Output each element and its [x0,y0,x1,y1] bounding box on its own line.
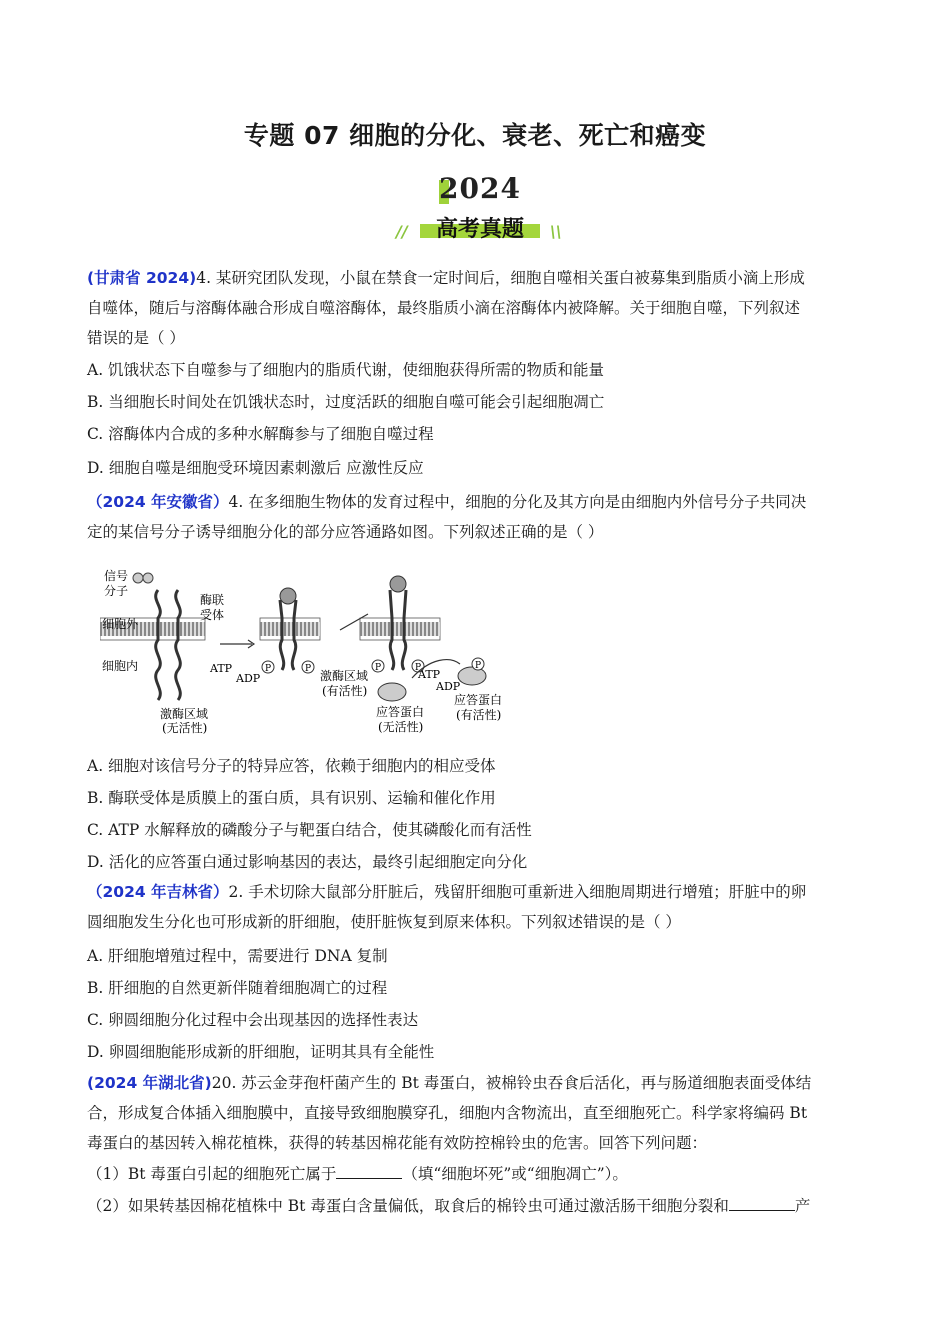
question-2-option-b: B. 酶联受体是质膜上的蛋白质，具有识别、运输和催化作用 [87,789,496,807]
label-response-inactive: 应答蛋白 [376,705,425,719]
question-3-option-d: D. 卵圆细胞能形成新的肝细胞，证明其具有全能性 [87,1043,435,1061]
question-1-line-3: 错误的是（ ） [87,329,185,347]
svg-text:P: P [305,664,312,674]
question-3-source: （2024 年吉林省） [87,883,229,901]
question-2-option-a: A. 细胞对该信号分子的特异应答，依赖于细胞内的相应受体 [87,757,496,775]
label-kinase-active: 激酶区域 [320,669,369,683]
receptor-inactive [156,590,181,700]
response-protein-inactive [378,683,406,701]
label-receptor-1: 酶联 [200,593,225,607]
question-2-stem [87,487,877,547]
svg-text:P: P [265,664,272,674]
badge-left-decoration: // [396,222,408,241]
question-1-option-b: B. 当细胞长时间处在饥饿状态时，过度活跃的细胞自噬可能会引起细胞凋亡 [87,393,605,411]
answer-blank-2[interactable] [729,1196,795,1211]
question-2-line-2: 定的某信号分子诱导细胞分化的部分应答通路如图。下列叙述正确的是（ ） [87,523,604,541]
question-4-sub-1: （1）Bt 毒蛋白引起的细胞死亡属于 （填“细胞坏死”或“细胞凋亡”）。 [87,1165,628,1183]
question-3-stem [87,877,877,937]
label-kinase-inactive-state: (无活性) [162,721,208,735]
question-3-option-b: B. 肝细胞的自然更新伴随着细胞凋亡的过程 [87,979,388,997]
question-1-line-2: 自噬体，随后与溶酶体融合形成自噬溶酶体，最终脂质小滴在溶酶体内被降解。关于细胞自噬，下列叙述 [87,299,801,317]
label-kinase-inactive: 激酶区域 [160,707,209,721]
question-2-option-c: C. ATP 水解释放的磷酸分子与靶蛋白结合，使其磷酸化而有活性 [87,821,532,839]
question-4-line-2: 合，形成复合体插入细胞膜中，直接导致细胞膜穿孔，细胞内含物流出，直至细胞死亡。科学家将编码 Bt [87,1104,808,1122]
badge-year: 2024 [439,172,521,205]
label-response-active-state: (有活性) [456,708,502,722]
bound-signal [280,588,296,604]
svg-text:P: P [415,663,422,673]
label-receptor-2: 受体 [200,608,225,622]
question-1-line-1: (甘肃省 2024)4. 某研究团队发现，小鼠在禁食一定时间后，细胞自噬相关蛋白被募集到脂质小滴上形成 [87,269,805,287]
question-4-sub-2: （2）如果转基因棉花植株中 Bt 毒蛋白含量偏低，取食后的棉铃虫可通过激活肠干细胞分裂和 产 [87,1197,811,1215]
label-atp-1: ATP [210,662,233,675]
svg-text:P: P [475,661,482,671]
label-signal: 信号 [104,569,129,583]
question-1-option-a: A. 饥饿状态下自噬参与了细胞内的脂质代谢，使细胞获得所需的物质和能量 [87,361,605,379]
bound-signal-2 [390,576,406,592]
question-3-line-2: 圆细胞发生分化也可形成新的肝细胞，使肝脏恢复到原来体积。下列叙述错误的是（ ） [87,913,681,931]
svg-text:P: P [375,663,382,673]
question-4-stem [87,1068,877,1158]
question-3-option-a: A. 肝细胞增殖过程中，需要进行 DNA 复制 [87,947,388,965]
label-adp-1: ADP [236,672,261,685]
label-response-active: 应答蛋白 [454,693,503,707]
response-protein-active [458,667,486,685]
label-kinase-active-state: (有活性) [322,684,368,698]
badge-right-decoration: \\ [550,222,562,241]
cell-membrane [100,618,440,640]
question-2-source: （2024 年安徽省） [87,493,229,511]
question-2-line-1: （2024 年安徽省）4. 在多细胞生物体的发育过程中，细胞的分化及其方向是由细胞内外信号分子共同决 [87,493,807,511]
question-1-stem [87,263,877,353]
question-3-line-1: （2024 年吉林省）2. 手术切除大鼠部分肝脏后，残留肝细胞可重新进入细胞周期进行增殖；肝脏中的卵 [87,883,807,901]
question-4-line-3: 毒蛋白的基因转入棉花植株，获得的转基因棉花能有效防控棉铃虫的危害。回答下列问题： [87,1134,708,1152]
question-1-source: (甘肃省 2024) [87,269,197,287]
question-4-line-1: (2024 年湖北省)20. 苏云金芽孢杆菌产生的 Bt 毒蛋白，被棉铃虫吞食后活化，再与肠道细胞表面受体结 [87,1074,812,1092]
page-title: 专题 07 细胞的分化、衰老、死亡和癌变 [243,121,707,150]
question-4-source: (2024 年湖北省) [87,1074,212,1092]
label-adp-2: ADP [436,680,461,693]
question-1-option-d: D. 细胞自噬是细胞受环境因素刺激后 应激性反应 [87,459,424,477]
answer-blank-1[interactable] [336,1164,402,1179]
label-atp-2: ATP [418,668,441,681]
question-1-option-c: C. 溶酶体内合成的多种水解酶参与了细胞自噬过程 [87,425,434,443]
label-inside: 细胞内 [102,659,139,673]
year-badge [390,172,570,246]
label-molecule: 分子 [104,584,129,598]
badge-label: 高考真题 [420,212,540,242]
question-2-option-d: D. 活化的应答蛋白通过影响基因的表达，最终引起细胞定向分化 [87,853,528,871]
label-outside: 细胞外 [102,617,139,631]
label-response-inactive-state: (无活性) [378,720,424,734]
question-3-option-c: C. 卵圆细胞分化过程中会出现基因的选择性表达 [87,1011,419,1029]
signal-molecules [133,573,153,583]
signal-pathway-figure [100,560,520,740]
